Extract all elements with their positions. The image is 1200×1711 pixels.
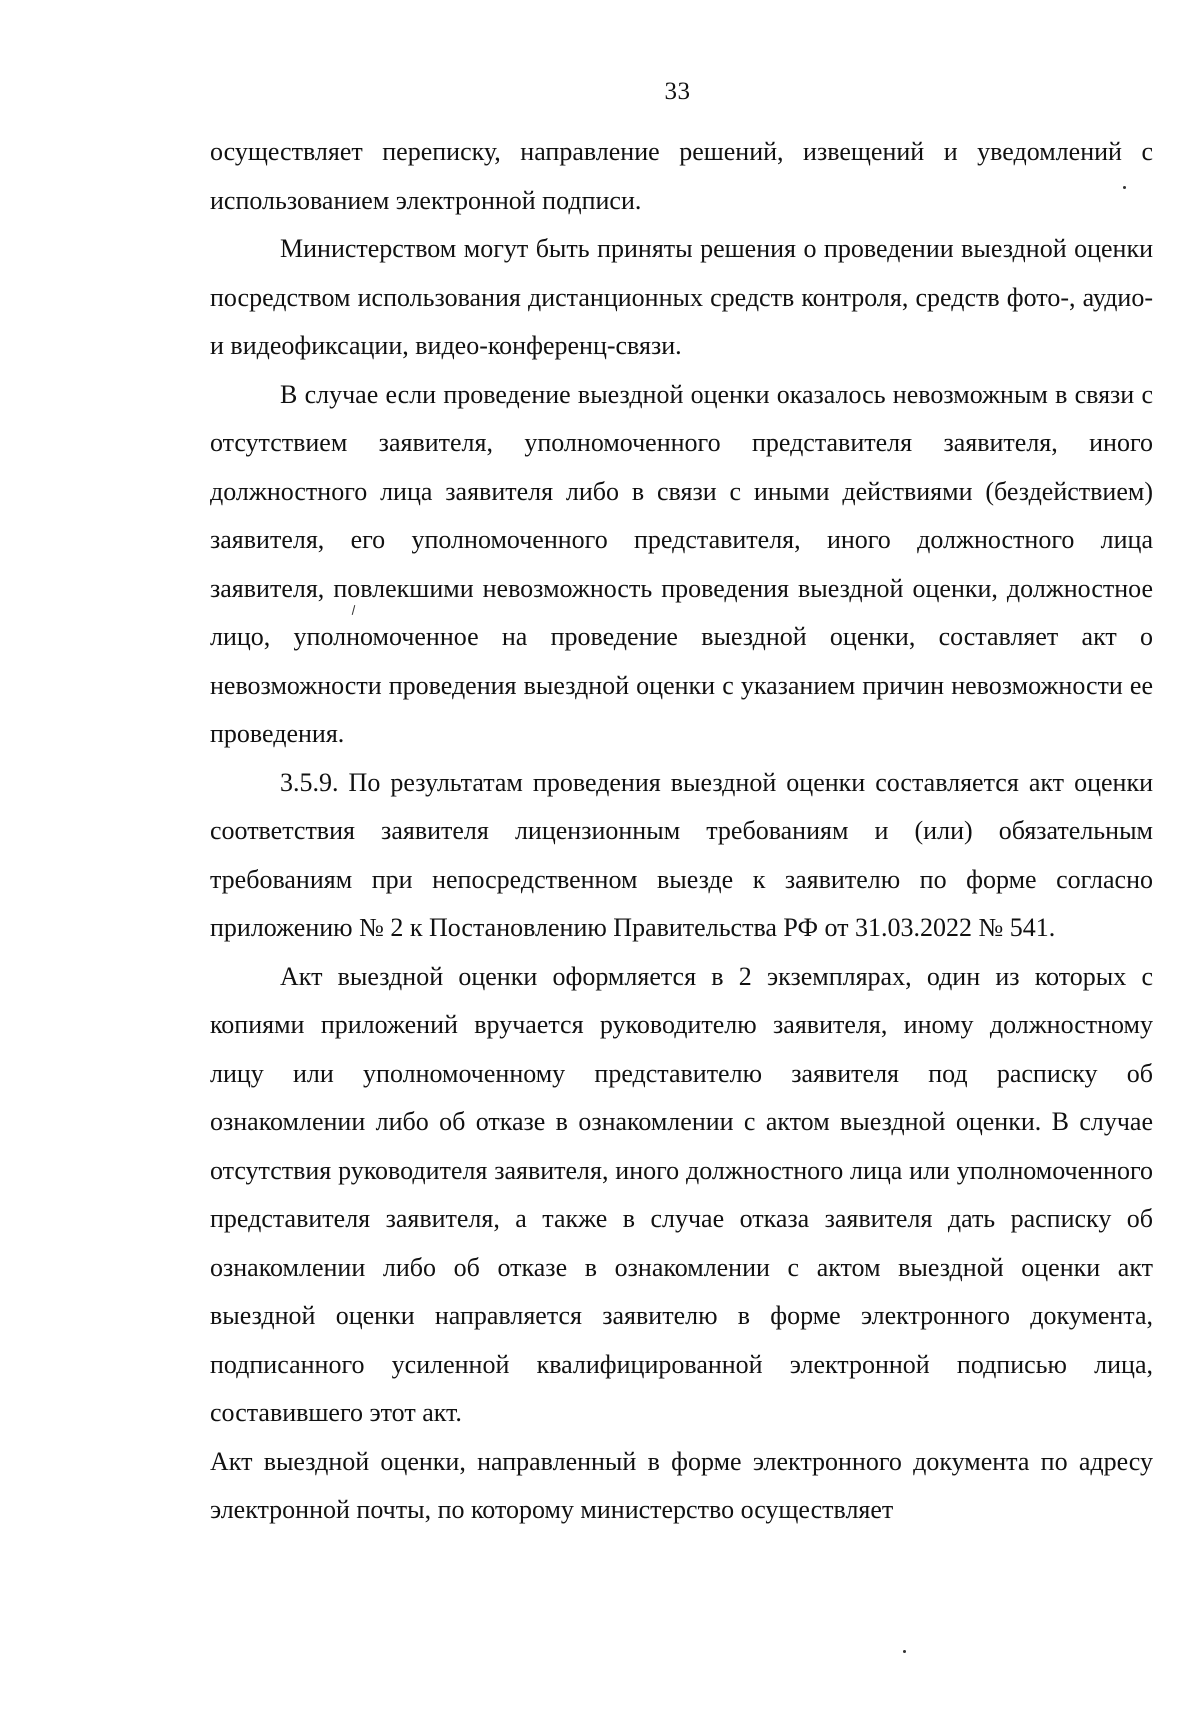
paragraph-electronic-delivery: Акт выездной оценки, направленный в форме электронного документа по адресу электронной почты, по которому министерство осуществляет [210,1446,1153,1524]
paragraph-continuation: осуществляет переписку, направление решений, извещений и уведомлений с использованием электронной подписи. [210,137,1153,215]
paragraph-impossibility-act: В случае если проведение выездной оценки оказалось невозможным в связи с отсутствием заявителя, уполномоченного представителя заявителя, иного должностного лица заявителя либо в связи с иными действиями (бездействием) заявителя, его уполномоченного представителя, иного должностного лица заявителя, повлекшими невозможность проведения выездной оценки, должностное лицо, уполномоченное на проведение выездной оценки, составляет акт о невозможности проведения выездной оценки с указанием причин невозможности ее проведения. [210,379,1153,748]
page-number: 33 [664,78,691,105]
scan-speck [1123,186,1126,189]
document-body [210,128,1153,1535]
paragraph-remote-assessment: Министерством могут быть приняты решения о проведении выездной оценки посредством использования дистанционных средств контроля, средств фото-, аудио- и видеофиксации, видео-конференц-связи. [210,234,1153,360]
paragraph-act-copies: Акт выездной оценки оформляется в 2 экземплярах, один из которых с копиями приложений вручается руководителю заявителя, иному должностному лицу или уполномоченному представителю заявителя под расписку об ознакомлении либо об отказе в ознакомлении с актом выездной оценки. В случае отсутствия руководителя заявителя, иного должностного лица или уполномоченного представителя заявителя, а также в случае отказа заявителя дать расписку об ознакомлении либо об отказе в ознакомлении с актом выездной оценки акт выездной оценки направляется заявителю в форме электронного документа, подписанного усиленной квалифицированной электронной подписью лица, составившего этот акт. [210,961,1153,1427]
scan-speck [903,1650,906,1653]
paragraph-section-3-5-9: 3.5.9. По результатам проведения выездной оценки составляется акт оценки соответствия заявителя лицензионным требованиям и (или) обязательным требованиям при непосредственном выезде к заявителю по форме согласно приложению № 2 к Постановлению Правительства РФ от 31.03.2022 № 541. [210,767,1153,942]
